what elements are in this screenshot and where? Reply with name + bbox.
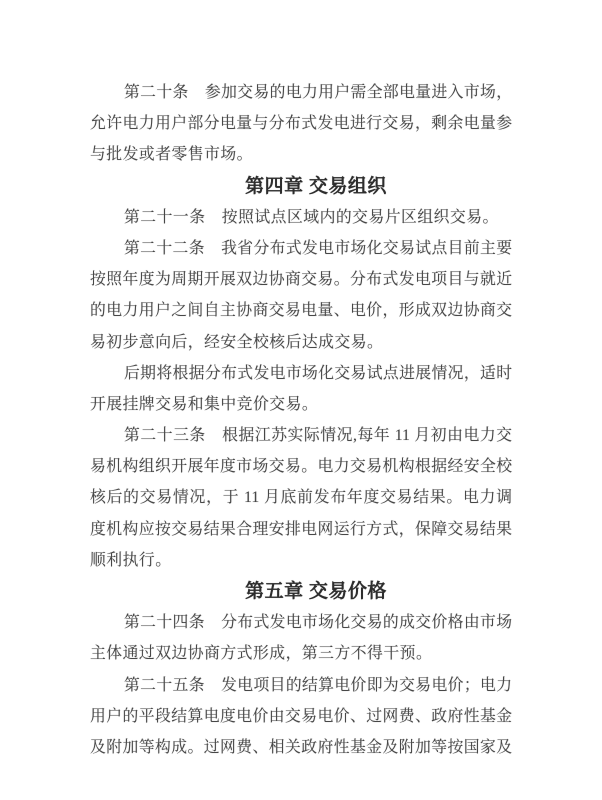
document-line: 第二十二条 我省分布式发电市场化交易试点目前主要 — [124, 239, 512, 257]
chapter-heading: 第四章 交易组织 — [245, 175, 387, 197]
document-line: 用户的平段结算电度电价由交易电价、过网费、政府性基金 — [90, 707, 512, 725]
chapter-heading: 第五章 交易价格 — [245, 581, 387, 602]
document-line: 主体通过双边协商方式形成，第三方不得干预。 — [90, 645, 433, 663]
document-line: 后期将根据分布式发电市场化交易试点进展情况，适时 — [124, 364, 512, 382]
document-line: 的电力用户之间自主协商交易电量、电价，形成双边协商交 — [90, 302, 512, 320]
document-line: 与批发或者零售市场。 — [90, 146, 253, 164]
document-line: 核后的交易情况，于 11 月底前发布年度交易结果。电力调 — [90, 489, 512, 507]
document-line: 第二十条 参加交易的电力用户需全部电量进入市场， — [124, 84, 512, 101]
document-line: 第二十四条 分布式发电市场化交易的成交价格由市场 — [124, 614, 512, 632]
document-body — [90, 77, 512, 763]
document-line: 第二十一条 按照试点区域内的交易片区组织交易。 — [124, 208, 499, 226]
document-line: 按照年度为周期开展双边协商交易。分布式发电项目与就近 — [90, 271, 512, 289]
document-line: 第二十五条 发电项目的结算电价即为交易电价；电力 — [124, 676, 512, 694]
document-line: 允许电力用户部分电量与分布式发电进行交易，剩余电量参 — [90, 115, 512, 133]
document-line: 顺利执行。 — [90, 551, 172, 569]
document-line: 度机构应按交易结果合理安排电网运行方式，保障交易结果 — [90, 520, 512, 538]
document-line: 易初步意向后，经安全校核后达成交易。 — [90, 333, 384, 351]
document-line: 开展挂牌交易和集中竞价交易。 — [90, 395, 319, 413]
document-line: 第二十三条 根据江苏实际情况,每年 11 月初由电力交 — [124, 427, 512, 445]
document-line: 及附加等构成。过网费、相关政府性基金及附加等按国家及 — [90, 738, 512, 756]
document-line: 易机构组织开展年度市场交易。电力交易机构根据经安全校 — [90, 458, 512, 476]
